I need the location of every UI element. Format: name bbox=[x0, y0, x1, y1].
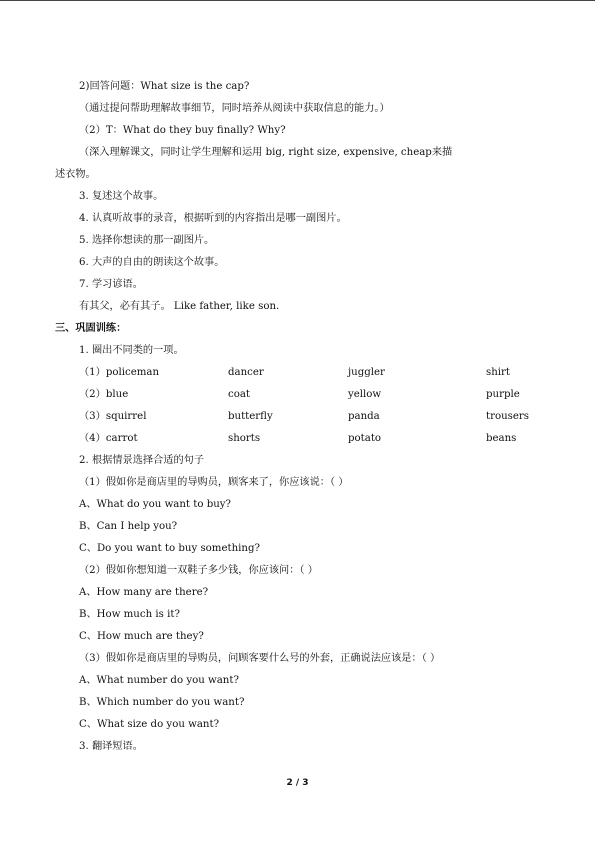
table-cell: shorts bbox=[228, 433, 261, 444]
text-line: 述衣物。 bbox=[55, 169, 96, 180]
text-line: 1. 圈出不同类的一项。 bbox=[79, 345, 184, 356]
text-line: 7. 学习谚语。 bbox=[79, 279, 143, 290]
text-line: 3. 复述这个故事。 bbox=[79, 191, 164, 202]
question-text: （3）假如你是商店里的导购员，问顾客要什么号的外套，正确说法应该是：（ ） bbox=[79, 653, 441, 664]
text-line: （通过提问帮助理解故事细节，同时培养从阅读中获取信息的能力。） bbox=[79, 103, 390, 114]
table-cell: beans bbox=[486, 433, 517, 444]
table-cell: shirt bbox=[486, 367, 511, 378]
page-number: 2 / 3 bbox=[286, 778, 309, 788]
section-heading: 三、巩固训练： bbox=[55, 323, 127, 334]
table-cell: panda bbox=[348, 411, 380, 422]
table-cell: coat bbox=[228, 389, 251, 400]
answer-option: A、What number do you want? bbox=[79, 675, 239, 686]
table-cell: （2）blue bbox=[79, 389, 129, 400]
text-line: （深入理解课文，同时让学生理解和运用 big, right size, expensive, cheap来描 bbox=[79, 147, 453, 158]
text-line: 有其父，必有其子。 Like father, like son. bbox=[79, 301, 280, 312]
table-cell: butterfly bbox=[228, 411, 273, 422]
text-line: （2）T：What do they buy finally? Why? bbox=[79, 125, 286, 136]
answer-option: A、What do you want to buy? bbox=[79, 499, 232, 510]
table-cell: （4）carrot bbox=[79, 433, 138, 444]
text-line: 5. 选择你想读的那一副图片。 bbox=[79, 235, 215, 246]
question-text: （1）假如你是商店里的导购员，顾客来了，你应该说：（ ） bbox=[79, 477, 349, 488]
table-cell: trousers bbox=[486, 411, 530, 422]
text-line: 2. 根据情景选择合适的句子 bbox=[79, 455, 205, 466]
table-cell: yellow bbox=[348, 389, 382, 400]
table-cell: potato bbox=[348, 433, 382, 444]
text-line: 6. 大声的自由的朗读这个故事。 bbox=[79, 257, 225, 268]
table-cell: juggler bbox=[348, 367, 385, 378]
answer-option: C、What size do you want? bbox=[79, 719, 220, 730]
text-line: 4. 认真听故事的录音，根据听到的内容指出是哪一副图片。 bbox=[79, 213, 347, 224]
answer-option: B、Which number do you want? bbox=[79, 697, 245, 708]
question-text: （2）假如你想知道一双鞋子多少钱，你应该问：（ ） bbox=[79, 565, 318, 576]
table-cell: （3）squirrel bbox=[79, 411, 147, 422]
answer-option: B、How much is it? bbox=[79, 609, 180, 620]
answer-option: A、How many are there? bbox=[79, 587, 209, 598]
text-line: 2)回答问题：What size is the cap? bbox=[79, 81, 250, 92]
table-cell: purple bbox=[486, 389, 520, 400]
table-cell: dancer bbox=[228, 367, 264, 378]
answer-option: C、How much are they? bbox=[79, 631, 204, 642]
answer-option: B、Can I help you? bbox=[79, 521, 178, 532]
text-line: 3. 翻译短语。 bbox=[79, 741, 143, 752]
table-cell: （1）policeman bbox=[79, 367, 160, 378]
answer-option: C、Do you want to buy something? bbox=[79, 543, 260, 554]
